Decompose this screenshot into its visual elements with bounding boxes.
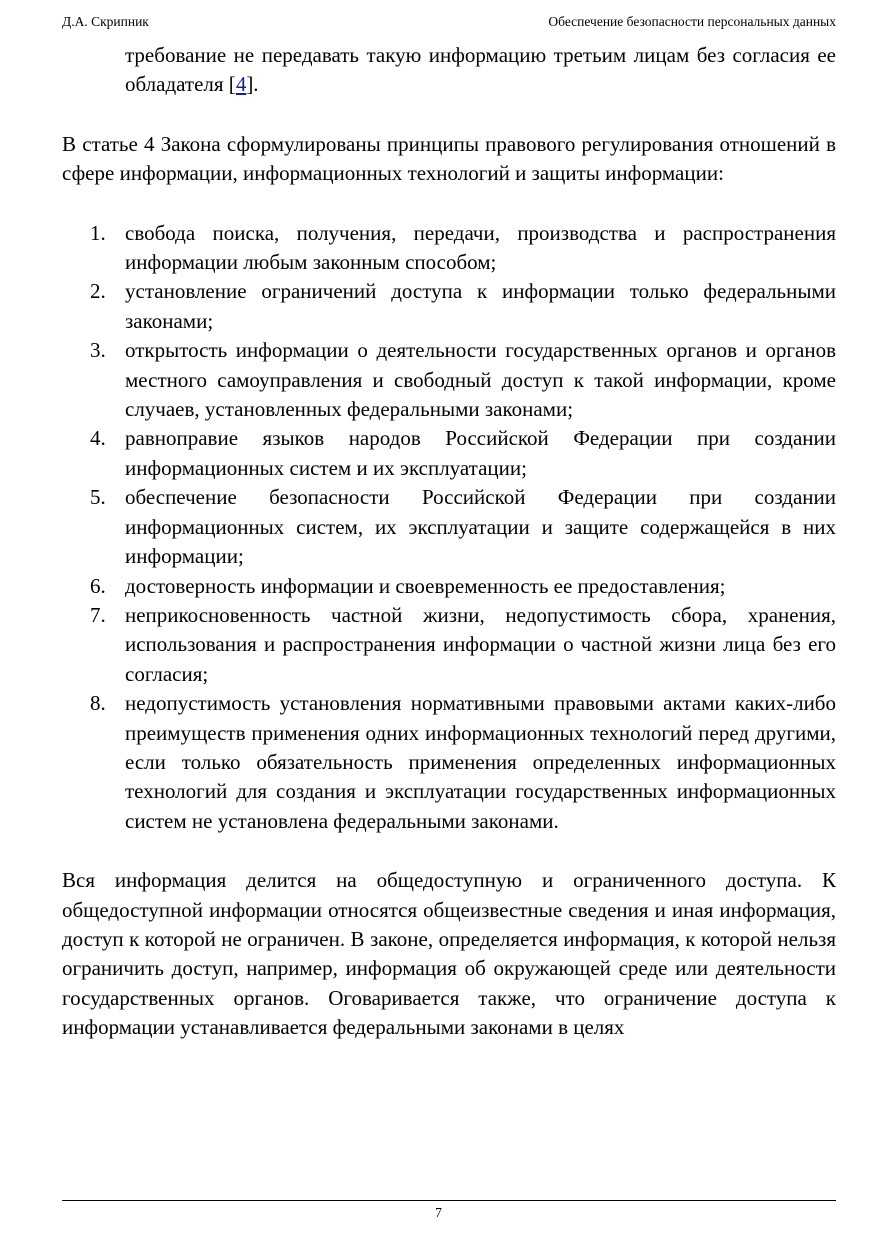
list-item-number: 2.	[90, 279, 106, 304]
intro-continuation	[125, 41, 836, 100]
list-item	[62, 483, 836, 571]
page-content	[62, 41, 836, 1043]
list-item-text: недопустимость установления нормативными правовыми актами каких-либо преимуществ применения одних информационных технологий перед другими, если только обязательность применения определенных информационных технологий для создания и эксплуатации государственных информационных систем не установлена федеральными законами.	[125, 691, 836, 833]
list-item	[62, 336, 836, 424]
list-item-text: неприкосновенность частной жизни, недопустимость сбора, хранения, использования и распространения информации о частной жизни лица без его согласия;	[125, 602, 836, 686]
list-item	[62, 219, 836, 278]
intro-text: требование не передавать такую информацию третьим лицам без согласия ее обладателя [	[125, 43, 836, 97]
list-item	[62, 572, 836, 601]
list-item-number: 4.	[90, 426, 106, 451]
list-item-number: 5.	[90, 485, 106, 510]
list-item-number: 7.	[90, 602, 106, 627]
footer-divider	[62, 1200, 836, 1201]
list-item-text: установление ограничений доступа к информации только федеральными законами;	[125, 279, 836, 333]
list-item-text: открытость информации о деятельности государственных органов и органов местного самоуправления и свободный доступ к такой информации, кроме случаев, установленных федеральными законами;	[125, 338, 836, 422]
spacer	[62, 836, 836, 866]
spacer	[62, 189, 836, 219]
page-number: 7	[435, 1205, 442, 1220]
list-item	[62, 601, 836, 689]
list-item-number: 3.	[90, 338, 106, 363]
list-item-text: достоверность информации и своевременность ее предоставления;	[125, 573, 726, 598]
list-item-text: равноправие языков народов Российской Федерации при создании информационных систем и их эксплуатации;	[125, 426, 836, 480]
spacer	[62, 100, 836, 130]
header-title: Обеспечение безопасности персональных данных	[548, 14, 836, 29]
page-header	[62, 14, 836, 34]
intro-text-end: ].	[246, 72, 259, 97]
list-item-number: 6.	[90, 573, 106, 598]
paragraph-principles-intro: В статье 4 Закона сформулированы принципы правового регулирования отношений в сфере информации, информационных технологий и защиты информации:	[62, 131, 836, 186]
header-author: Д.А. Скрипник	[62, 14, 149, 29]
citation-link[interactable]: 4	[235, 72, 247, 97]
list-item	[62, 277, 836, 336]
list-item	[62, 424, 836, 483]
paragraph-information-types: Вся информация делится на общедоступную и ограниченного доступа. К общедоступной информации относятся общеизвестные сведения и иная информация, доступ к которой не ограничен. В законе, определяется информация, к которой нельзя ограничить доступ, например, информация об окружающей среде или деятельности государственных органов. Оговаривается также, что ограничение доступа к информации устанавливается федеральными законами в целях	[62, 868, 836, 1040]
list-item	[62, 689, 836, 836]
principles-list	[62, 219, 836, 837]
list-item-text: свобода поиска, получения, передачи, производства и распространения информации любым законным способом;	[125, 220, 836, 275]
list-item-text: обеспечение безопасности Российской Федерации при создании информационных систем, их эксплуатации и защите содержащейся в них информации;	[125, 485, 836, 569]
list-item-number: 8.	[90, 691, 106, 716]
list-item-number: 1.	[90, 220, 106, 245]
